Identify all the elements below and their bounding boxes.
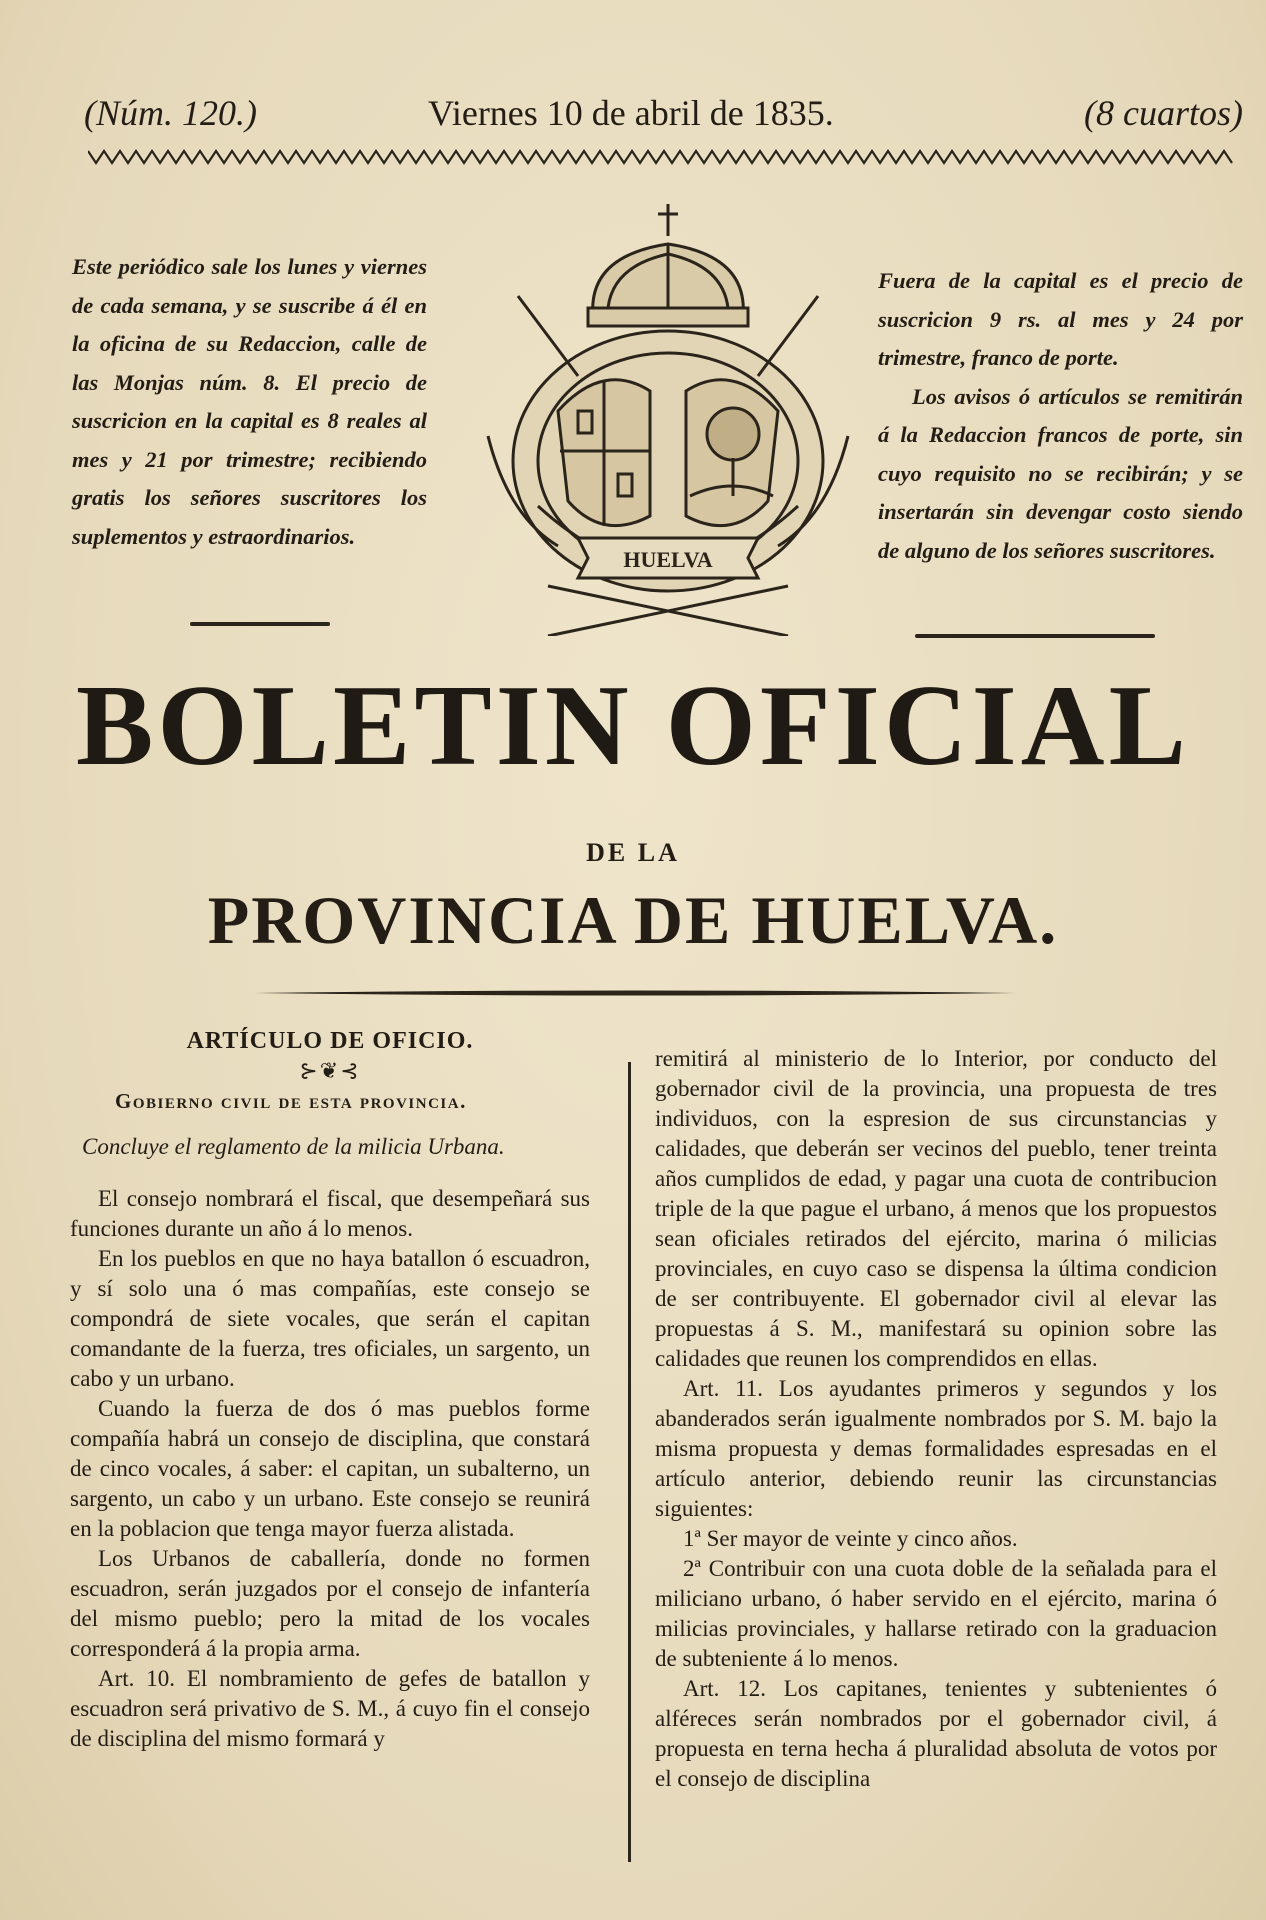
zigzag-divider (88, 148, 1238, 166)
subsection-heading: Gobierno civil de esta provincia. (115, 1089, 467, 1113)
article-paragraph: 2ª Contribuir con una cuota doble de la señalada para el miliciano urbano, ó haber servido en el ejército, marina ó milicias provinciales, y hallarse retirado con la graduacion de subteniente á lo menos. (655, 1556, 1217, 1671)
article-paragraph: En los pueblos en que no haya batallon ó escuadron, y sí solo una ó mas compañías, este consejo se compondrá de siete vocales, que serán el capitan comandante de la fuerza, tres oficiales, un sargento, un cabo y un urbano. (70, 1246, 590, 1391)
right-notice-text-2: Los avisos ó artículos se remitirán á la Redaccion francos de porte, sin cuyo requisito no se recibirán; y se insertarán sin devengar costo siendo de alguno de los señores suscritores. (878, 383, 1243, 563)
issue-date: Viernes 10 de abril de 1835. (428, 93, 834, 133)
right-subscription-notice (878, 262, 1243, 570)
article-paragraph: Art. 11. Los ayudantes primeros y segundos y los abanderados serán igualmente nombrados por S. M. bajo la misma propuesta y demas formalidades espresadas en el artículo anterior, debiendo reunir las circunstancias siguientes: (655, 1376, 1217, 1521)
issue-number: (Núm. 120.) (84, 93, 257, 133)
column-divider (628, 1062, 631, 1862)
flourish-ornament: ⊱❦⊰ (299, 1058, 361, 1083)
article-paragraph: Cuando la fuerza de dos ó mas pueblos forme compañía habrá un consejo de disciplina, que constará de cinco vocales, á saber: el capitan, un subalterno, un sargento, un cabo y un urbano. Este consejo se reunirá en la poblacion que tenga mayor fuerza alistada. (70, 1396, 590, 1541)
left-short-rule (190, 622, 330, 626)
article-paragraph: Los Urbanos de caballería, donde no formen escuadron, serán juzgados por el consejo de infantería del mismo pueblo; pero la mitad de los vocales corresponderá á la propia arma. (70, 1546, 590, 1661)
article-paragraph: 1ª Ser mayor de veinte y cinco años. (683, 1526, 1018, 1551)
article-paragraph: El consejo nombrará el fiscal, que desempeñará sus funciones durante un año á lo menos. (70, 1186, 590, 1241)
title-connector: DE LA (586, 838, 680, 867)
masthead-line (78, 92, 1243, 136)
right-short-rule (915, 634, 1155, 638)
right-column (655, 1044, 1217, 1794)
issue-price: (8 cuartos) (1084, 93, 1243, 133)
article-paragraph: Art. 12. Los capitanes, tenientes y subtenientes ó alféreces serán nombrados por el gobernador civil, á propuesta en terna hecha á pluralidad absoluta de votos por el consejo de disciplina (655, 1676, 1217, 1791)
main-divider (255, 990, 1015, 996)
article-paragraph: remitirá al ministerio de lo Interior, por conducto del gobernador civil de la provincia, una propuesta de tres individuos, con la espresion de sus circunstancias y calidades, que deberán ser vecinos del pueblo, tener treinta años cumplidos de edad, y pagar una cuota de contribucion triple de la que pague el urbano, á menos que los propuestos sean oficiales retirados del ejército, marina ó milicias provinciales, en cuyo caso se dispensa la última condicion de ser contribuyente. El gobernador civil al elevar las propuestas á S. M., manifestará su opinion sobre las calidades que reunen los comprendidos en ellas. (655, 1046, 1217, 1371)
article-paragraph: Art. 10. El nombramiento de gefes de batallon y escuadron será privativo de S. M., á cuyo fin el consejo de disciplina del mismo formará y (70, 1666, 590, 1751)
coat-of-arms-icon (428, 196, 856, 636)
right-notice-text-1: Fuera de la capital es el precio de suscricion 9 rs. al mes y 24 por trimestre, franco de porte. (878, 268, 1243, 370)
left-notice-text: Este periódico sale los lunes y viernes de cada semana, y se suscribe á él en la oficina de su Redaccion, calle de las Monjas núm. 8. El precio de suscricion en la capital es 8 reales al mes y 21 por trimestre; recibiendo gratis los señores suscritores los suplementos y estraordinarios. (72, 254, 427, 549)
left-subscription-notice (72, 248, 427, 556)
section-heading: ARTÍCULO DE OFICIO. (186, 1028, 474, 1054)
crest-ribbon-text: HUELVA (623, 547, 713, 572)
newspaper-subtitle: PROVINCIA DE HUELVA. (207, 882, 1059, 958)
intro-line: Concluye el reglamento de la milicia Urbana. (82, 1134, 505, 1159)
newspaper-title: BOLETIN OFICIAL (76, 662, 1190, 790)
left-column (70, 1026, 590, 1754)
